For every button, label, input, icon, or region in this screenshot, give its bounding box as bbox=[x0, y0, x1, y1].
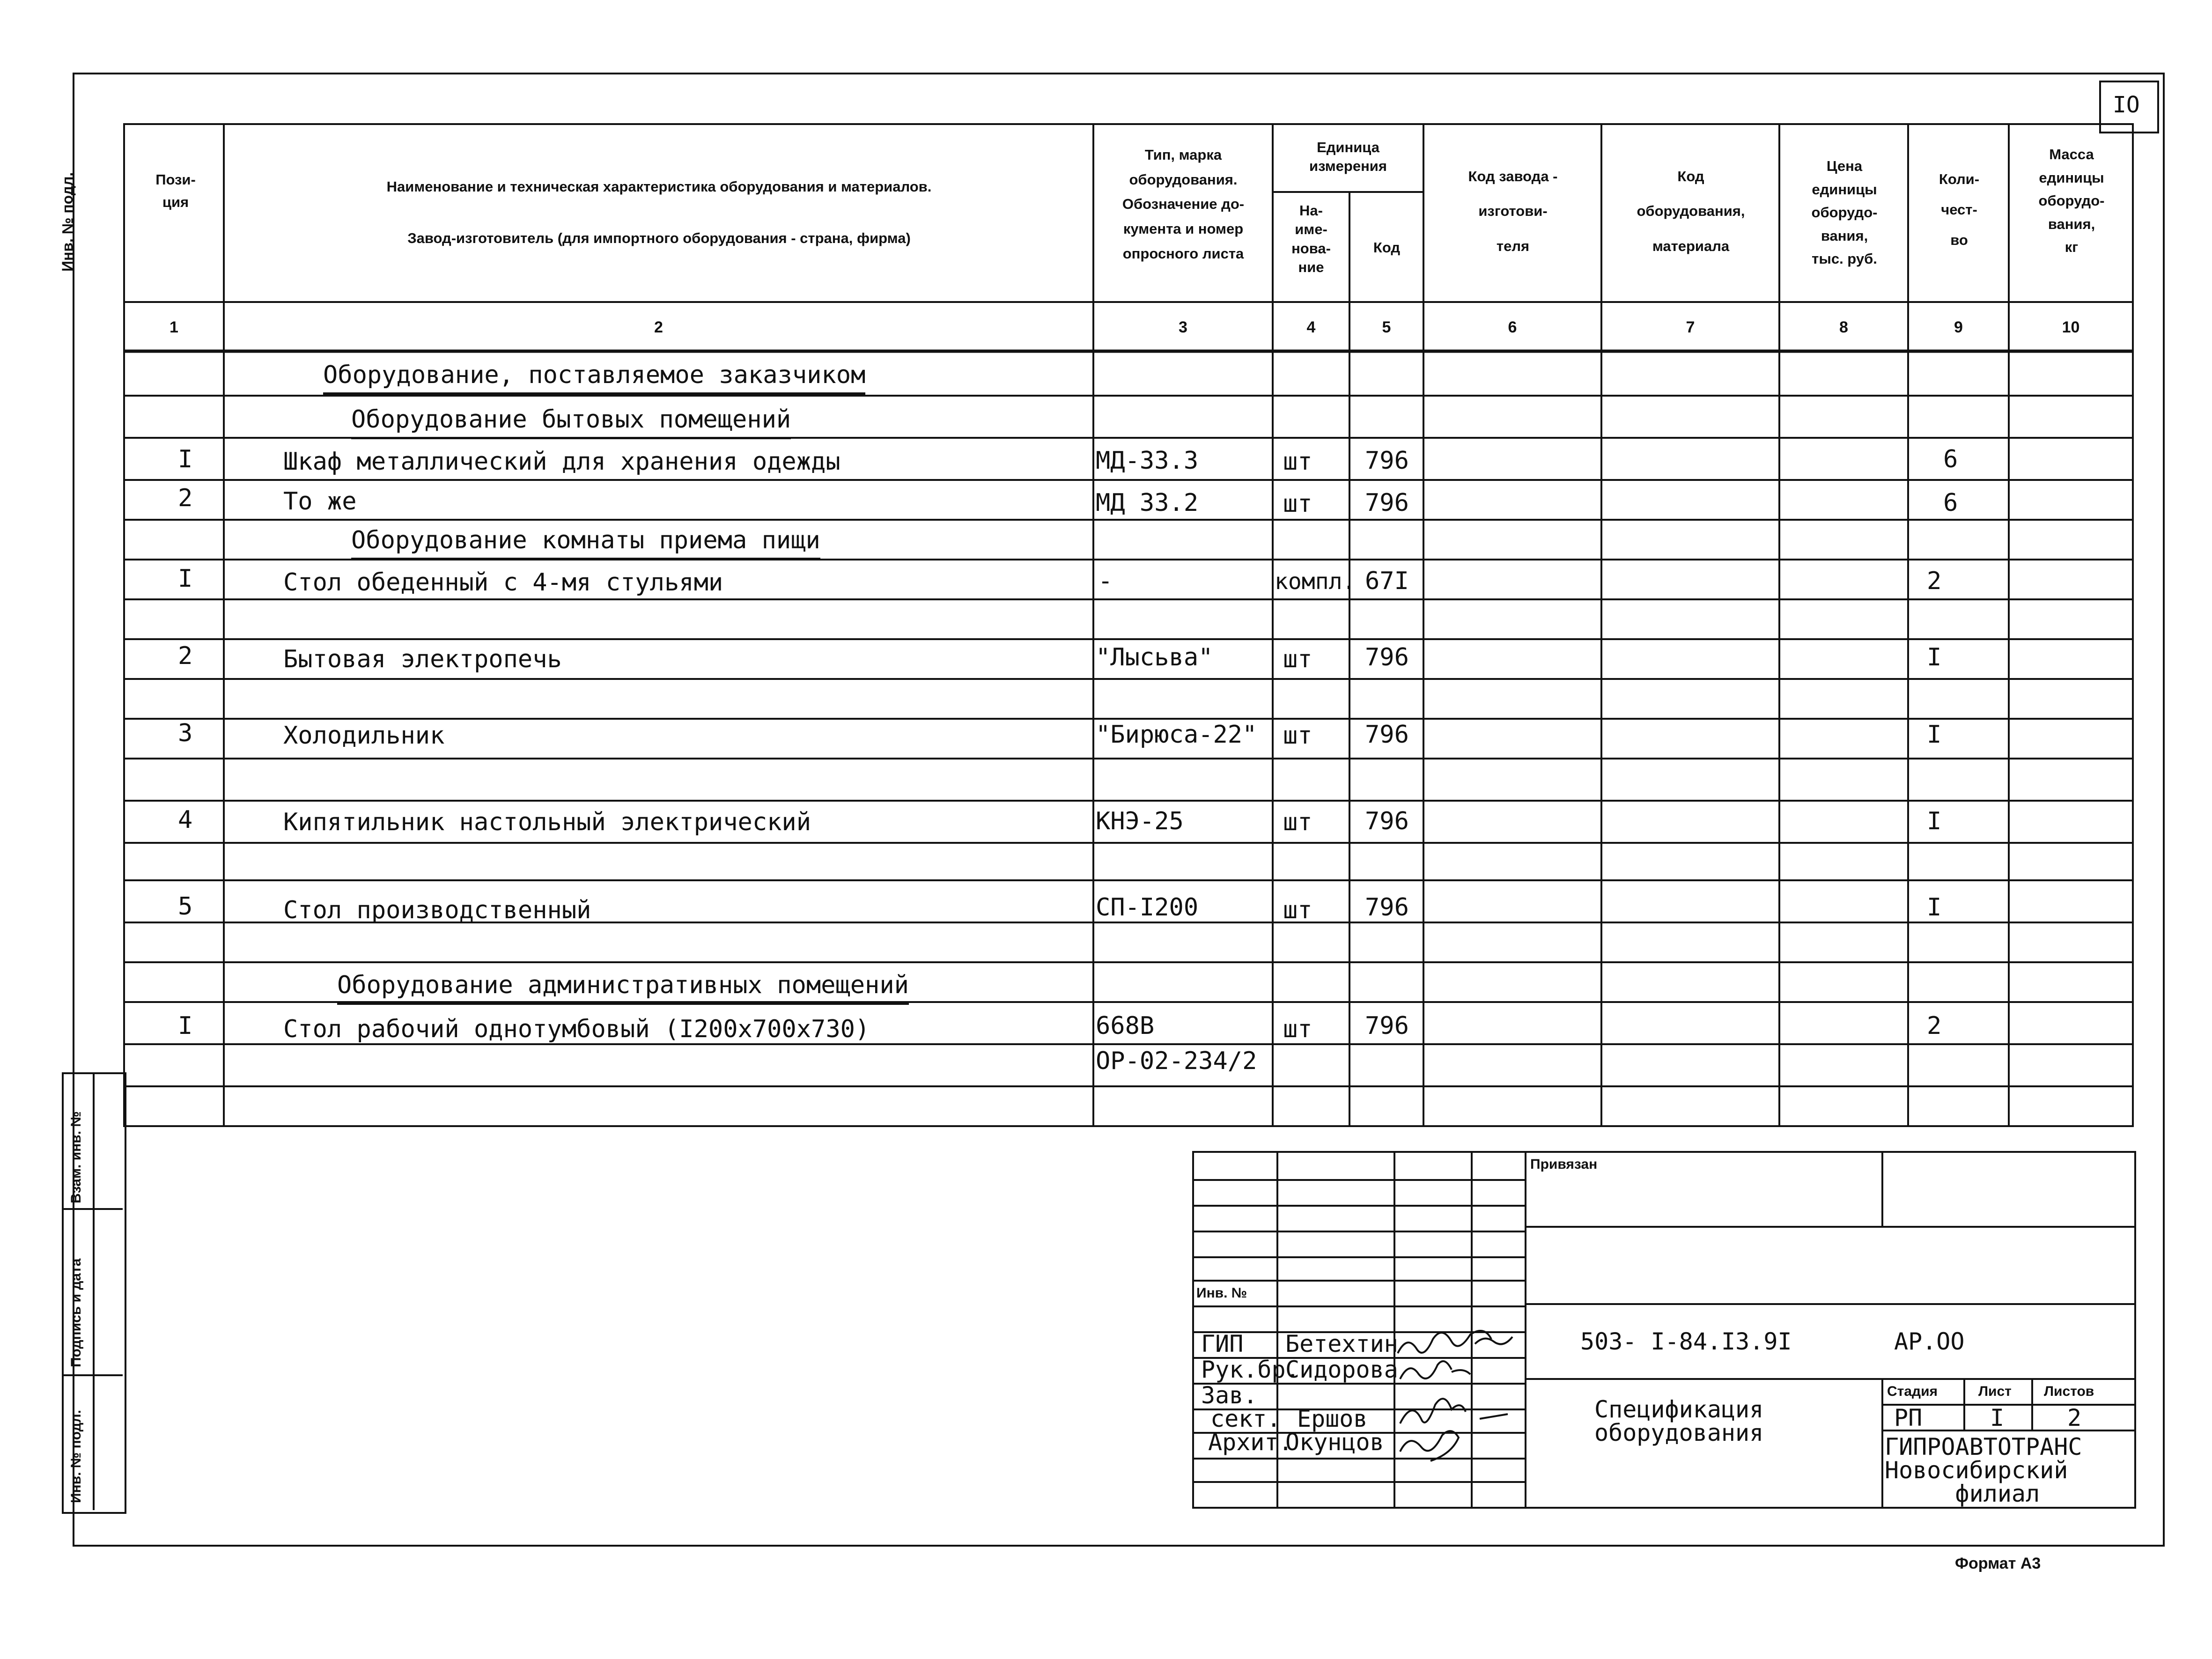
row-code: 796 bbox=[1365, 489, 1409, 517]
row-position: 2 bbox=[178, 484, 193, 512]
tb-stage: РП bbox=[1894, 1404, 1923, 1431]
row-unit: шт bbox=[1283, 808, 1312, 836]
row-position: 2 bbox=[178, 642, 193, 670]
row-name: Шкаф металлический для хранения одежды bbox=[283, 448, 841, 476]
signature-arkh bbox=[1400, 1431, 1459, 1461]
col-header-unit-code: Код bbox=[1373, 239, 1401, 256]
row-code: 796 bbox=[1365, 1012, 1409, 1040]
tb-sheet-label: Лист bbox=[1978, 1384, 2012, 1399]
col-number-10: 10 bbox=[2062, 318, 2080, 336]
row-qty: 6 bbox=[1943, 489, 1958, 517]
row-type: МД 33.2 bbox=[1096, 489, 1199, 517]
col-header-name-b: Завод-изготовитель (для импортного оборудования - страна, фирма) bbox=[407, 230, 911, 246]
tb-doc-code: 503- I-84.I3.9I bbox=[1580, 1328, 1792, 1355]
row-qty: 2 bbox=[1927, 1012, 1942, 1040]
row-name: Бытовая электропечь bbox=[283, 645, 562, 673]
col-number-4: 4 bbox=[1306, 318, 1316, 336]
row-name: Холодильник bbox=[283, 722, 445, 750]
col-header-type: Тип, марка оборудования. Обозначение до- кумента и номер опросного листа bbox=[1122, 147, 1245, 262]
col-number-9: 9 bbox=[1954, 318, 1963, 336]
signature-gip bbox=[1398, 1331, 1512, 1353]
col-number-5: 5 bbox=[1382, 318, 1391, 336]
row-unit: шт bbox=[1283, 448, 1312, 476]
row-type: "Лысьва" bbox=[1096, 643, 1213, 671]
col-header-price: Цена единицы оборудо- вания, тыс. руб. bbox=[1811, 158, 1878, 267]
tb-name-arkh: Окунцов bbox=[1285, 1429, 1384, 1456]
row-unit: шт bbox=[1283, 722, 1312, 750]
row-position: 3 bbox=[178, 719, 193, 747]
row-name: Кипятильник настольный электрический bbox=[283, 808, 811, 836]
section-heading-admin: Оборудование административных помещений bbox=[337, 973, 909, 997]
tb-stage-label: Стадия bbox=[1887, 1384, 1938, 1399]
row-unit: шт bbox=[1283, 896, 1312, 924]
row-code: 67I bbox=[1365, 567, 1409, 595]
row-position: I bbox=[178, 1012, 193, 1040]
row-code: 796 bbox=[1365, 893, 1409, 922]
row-qty: I bbox=[1927, 643, 1942, 671]
format-label: Формат А3 bbox=[1955, 1555, 2041, 1572]
col-header-mass: Масса единицы оборудо- вания, кг bbox=[2038, 146, 2105, 256]
section-heading-customer: Оборудование, поставляемое заказчиком bbox=[323, 363, 865, 387]
signature-sekt bbox=[1400, 1399, 1508, 1423]
col-number-7: 7 bbox=[1686, 318, 1695, 336]
col-number-2: 2 bbox=[654, 318, 663, 336]
tb-role-ruk: Рук.бр. bbox=[1201, 1356, 1300, 1383]
tb-name-ruk: Сидорова bbox=[1285, 1356, 1398, 1383]
row-type: 668В bbox=[1096, 1012, 1155, 1040]
row-type-extra: ОР-02-234/2 bbox=[1096, 1047, 1257, 1075]
tb-role-sekt: сект. bbox=[1210, 1405, 1281, 1432]
row-type: КНЭ-25 bbox=[1096, 807, 1184, 835]
row-name: Стол рабочий однотумбовый (I200x700x730) bbox=[283, 1015, 870, 1043]
tb-name-gip: Бетехтин bbox=[1285, 1330, 1398, 1357]
strip-label-sign: Подпись и дата bbox=[68, 1258, 84, 1367]
tb-role-zav: Зав. bbox=[1201, 1382, 1258, 1409]
row-qty: 6 bbox=[1943, 445, 1958, 473]
row-type: МД-33.3 bbox=[1096, 447, 1199, 475]
row-position: I bbox=[178, 445, 193, 473]
row-code: 796 bbox=[1365, 721, 1409, 749]
row-code: 796 bbox=[1365, 447, 1409, 475]
col-number-3: 3 bbox=[1179, 318, 1187, 336]
row-position: 5 bbox=[178, 892, 193, 921]
col-header-unit-name: На- име- нова- ние bbox=[1291, 202, 1331, 275]
tb-title: Спецификация оборудования bbox=[1594, 1396, 1764, 1446]
section-heading-dining: Оборудование комнаты приема пищи bbox=[351, 528, 820, 553]
row-qty: 2 bbox=[1927, 567, 1942, 595]
col-header-quantity: Коли- чест- во bbox=[1939, 171, 1980, 249]
tb-sheets-label: Листов bbox=[2044, 1384, 2094, 1399]
row-qty: I bbox=[1927, 893, 1942, 922]
strip-label-vzam: Взам. инв. № bbox=[68, 1111, 84, 1203]
row-type: "Бирюса-22" bbox=[1096, 721, 1257, 749]
row-type: - bbox=[1098, 567, 1113, 595]
tb-organization: ГИПРОАВТОТРАНС Новосибирский филиал bbox=[1885, 1433, 2082, 1507]
strip-label-inv: Инв. № подл. bbox=[68, 1409, 84, 1503]
row-unit: компл. bbox=[1275, 568, 1356, 595]
tb-mark: АР.ОО bbox=[1894, 1328, 1965, 1355]
row-name: То же bbox=[283, 487, 357, 516]
col-number-6: 6 bbox=[1508, 318, 1517, 336]
row-unit: шт bbox=[1283, 490, 1312, 518]
row-unit: шт bbox=[1283, 645, 1312, 673]
tb-inv-no: Инв. № bbox=[1196, 1285, 1247, 1301]
col-number-8: 8 bbox=[1839, 318, 1848, 336]
row-code: 796 bbox=[1365, 643, 1409, 671]
col-header-unit: Единица измерения bbox=[1309, 139, 1387, 175]
col-header-name-a: Наименование и техническая характеристика оборудования и материалов. bbox=[386, 178, 932, 195]
col-header-factory-code: Код завода - изготови- теля bbox=[1468, 168, 1558, 254]
tb-sheets: 2 bbox=[2067, 1404, 2082, 1431]
row-name: Стол производственный bbox=[283, 896, 591, 924]
row-unit: шт bbox=[1283, 1015, 1312, 1043]
row-position: 4 bbox=[178, 806, 193, 834]
tb-role-gip: ГИП bbox=[1201, 1330, 1244, 1357]
row-qty: I bbox=[1927, 807, 1942, 835]
tb-name-sekt: Ершов bbox=[1297, 1405, 1368, 1432]
signature-ruk bbox=[1400, 1361, 1470, 1379]
tb-sheet: I bbox=[1990, 1404, 2005, 1431]
col-header-position: Пози- ция bbox=[155, 171, 196, 211]
row-position: I bbox=[178, 565, 193, 593]
section-heading-household: Оборудование бытовых помещений bbox=[351, 407, 791, 432]
tb-role-arkh: Архит. bbox=[1208, 1429, 1293, 1456]
row-name: Стол обеденный с 4-мя стульями bbox=[283, 568, 723, 597]
row-type: СП-I200 bbox=[1096, 893, 1199, 922]
row-code: 796 bbox=[1365, 807, 1409, 835]
left-top-note: Инв. № подл. bbox=[59, 172, 76, 272]
sheet-corner-number: IO bbox=[2113, 92, 2140, 118]
tb-privyazan: Привязан bbox=[1530, 1157, 1598, 1172]
col-number-1: 1 bbox=[170, 318, 178, 336]
row-qty: I bbox=[1927, 721, 1942, 749]
col-header-equipment-code: Код оборудования, материала bbox=[1637, 168, 1745, 254]
